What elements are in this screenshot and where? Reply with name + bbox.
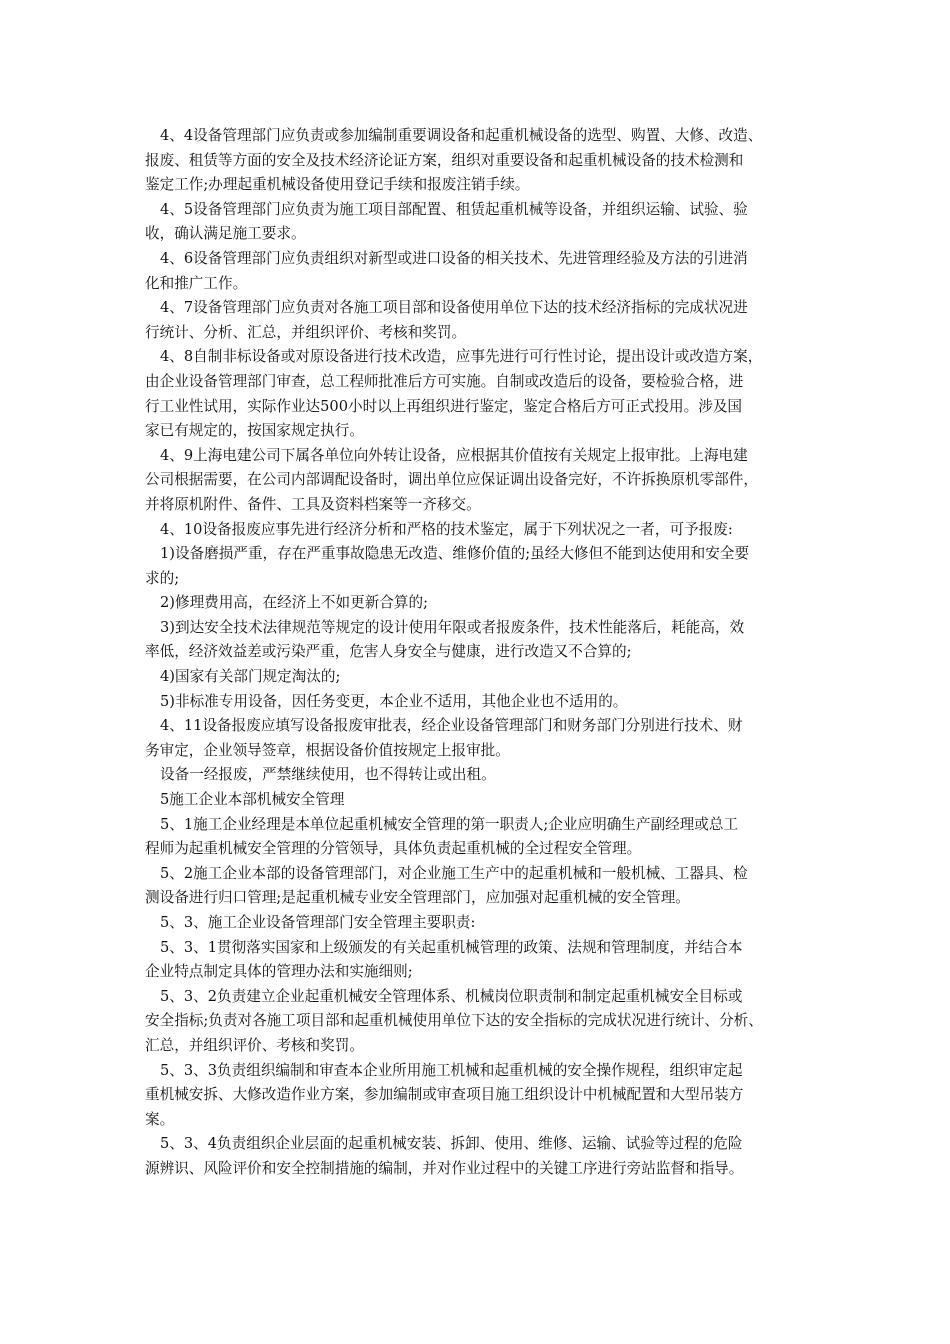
paragraph-p-4-4 [145, 124, 815, 198]
paragraph-p-5-1 [145, 813, 815, 862]
text-line: 鉴定工作;办理起重机械设备使用登记手续和报废注销手续。 [145, 176, 530, 194]
document-body [145, 124, 815, 1182]
paragraph-p-4-10 [145, 518, 815, 543]
text-line: 4、6设备管理部门应负责组织对新型或进口设备的相关技术、先进管理经验及方法的引进消 [160, 249, 748, 267]
text-line: 4、10设备报废应事先进行经济分析和严格的技术鉴定，属于下列状况之一者，可予报废: [160, 520, 733, 538]
text-line: 企业特点制定具体的管理办法和实施细则; [145, 963, 413, 981]
paragraph-p-5-3-4 [145, 1132, 815, 1181]
text-line: 行工业性试用，实际作业达500小时以上再组织进行鉴定，鉴定合格后方可正式投用。涉及国 [145, 397, 743, 415]
text-line: 收，确认满足施工要求。 [145, 225, 306, 243]
text-line: 行统计、分析、汇总，并组织评价、考核和奖罚。 [145, 323, 467, 341]
paragraph-p-4-10-4 [145, 665, 815, 690]
text-line: 案。 [145, 1110, 175, 1128]
text-line: 报废、租赁等方面的安全及技术经济论证方案，组织对重要设备和起重机械设备的技术检测和 [145, 151, 744, 169]
text-line: 1)设备磨损严重，存在严重事故隐患无改造、维修价值的;虽经大修但不能到达使用和安全要 [160, 545, 750, 563]
text-line: 5、3、施工企业设备管理部门安全管理主要职责: [160, 914, 476, 931]
text-line: 3)到达安全技术法律规范等规定的设计使用年限或者报废条件，技术性能落后，耗能高，效 [160, 618, 745, 636]
text-line: 5)非标准专用设备，因任务变更，本企业不适用，其他企业也不适用的。 [160, 692, 628, 710]
paragraph-p-4-10-1 [145, 542, 815, 591]
paragraph-p-4-10-3 [145, 616, 815, 665]
paragraph-p-5-3-1 [145, 936, 815, 985]
text-line: 5、3、2负责建立企业起重机械安全管理体系、机械岗位职责制和制定起重机械安全目标或 [160, 987, 743, 1005]
paragraph-p-4-6 [145, 247, 815, 296]
text-line: 4、4设备管理部门应负责或参加编制重要调设备和起重机械设备的选型、购置、大修、改造、 [160, 127, 763, 144]
text-line: 5、3、4负责组织企业层面的起重机械安装、拆卸、使用、维修、运输、试验等过程的危险 [160, 1135, 743, 1153]
paragraph-p-5-3 [145, 911, 815, 936]
text-line: 2)修理费用高，在经济上不如更新合算的; [160, 594, 428, 612]
text-line: 化和推广工作。 [145, 274, 248, 292]
paragraph-p-4-10-5 [145, 690, 815, 715]
paragraph-p-4-11 [145, 714, 815, 763]
text-line: 测设备进行归口管理;是起重机械专业安全管理部门，应加强对起重机械的安全管理。 [145, 889, 690, 907]
text-line: 设备一经报废，严禁继续使用，也不得转让或出租。 [160, 766, 496, 784]
paragraph-p-4-11b [145, 763, 815, 788]
text-line: 4、11设备报废应填写设备报废审批表，经企业设备管理部门和财务部门分别进行技术、财 [160, 717, 743, 735]
text-line: 安全指标;负责对各施工项目部和起重机械使用单位下达的安全指标的完成状况进行统计、分析、 [145, 1012, 763, 1030]
text-line: 5、3、3负责组织编制和审查本企业所用施工机械和起重机械的安全操作规程，组织审定起 [160, 1061, 743, 1079]
paragraph-p-4-9 [145, 444, 815, 518]
text-line: 5施工企业本部机械安全管理 [160, 791, 345, 809]
paragraph-p-5-3-2 [145, 985, 815, 1059]
text-line: 率低，经济效益差或污染严重，危害人身安全与健康，进行改造又不合算的; [145, 643, 632, 661]
paragraph-p-4-7 [145, 296, 815, 345]
text-line: 5、2施工企业本部的设备管理部门，对企业施工生产中的起重机械和一般机械、工器具、检 [160, 864, 748, 882]
paragraph-p-4-10-2 [145, 591, 815, 616]
text-line: 家已有规定的，按国家规定执行。 [145, 422, 364, 440]
text-line: 汇总，并组织评价、考核和奖罚。 [145, 1036, 364, 1054]
paragraph-p-4-5 [145, 198, 815, 247]
text-line: 4、5设备管理部门应负责为施工项目部配置、租赁起重机械等设备，并组织运输、试验、验 [160, 200, 748, 218]
text-line: 4、7设备管理部门应负责对各施工项目部和设备使用单位下达的技术经济指标的完成状况进 [160, 299, 748, 317]
paragraph-p-4-8 [145, 345, 815, 443]
text-line: 由企业设备管理部门审查，总工程师批准后方可实施。自制或改造后的设备，要检验合格，进 [145, 372, 744, 390]
text-line: 公司根据需要，在公司内部调配设备时，调出单位应保证调出设备完好，不许拆换原机零部件， [145, 471, 758, 489]
text-line: 务审定，企业领导签章，根据设备价值按规定上报审批。 [145, 741, 510, 759]
paragraph-p-5-3-3 [145, 1059, 815, 1133]
text-line: 求的; [145, 569, 180, 587]
text-line: 程师为起重机械安全管理的分管领导，具体负责起重机械的全过程安全管理。 [145, 840, 642, 858]
text-line: 并将原机附件、备件、工具及资料档案等一齐移交。 [145, 495, 481, 513]
text-line: 4)国家有关部门规定淘汰的; [160, 668, 341, 686]
paragraph-p-5 [145, 788, 815, 813]
text-line: 4、8自制非标设备或对原设备进行技术改造，应事先进行可行性讨论，提出设计或改造方案， [160, 348, 763, 366]
text-line: 4、9上海电建公司下属各单位向外转让设备，应根据其价值按有关规定上报审批。上海电建 [160, 446, 748, 464]
text-line: 源辨识、风险评价和安全控制措施的编制，并对作业过程中的关键工序进行旁站监督和指导。 [145, 1159, 744, 1177]
text-line: 重机械安拆、大修改造作业方案，参加编制或审查项目施工组织设计中机械配置和大型吊装方 [145, 1086, 744, 1104]
text-line: 5、3、1贯彻落实国家和上级颁发的有关起重机械管理的政策、法规和管理制度，并结合本 [160, 938, 743, 956]
paragraph-p-5-2 [145, 862, 815, 911]
text-line: 5、1施工企业经理是本单位起重机械安全管理的第一职责人;企业应明确生产副经理或总工 [160, 815, 739, 833]
